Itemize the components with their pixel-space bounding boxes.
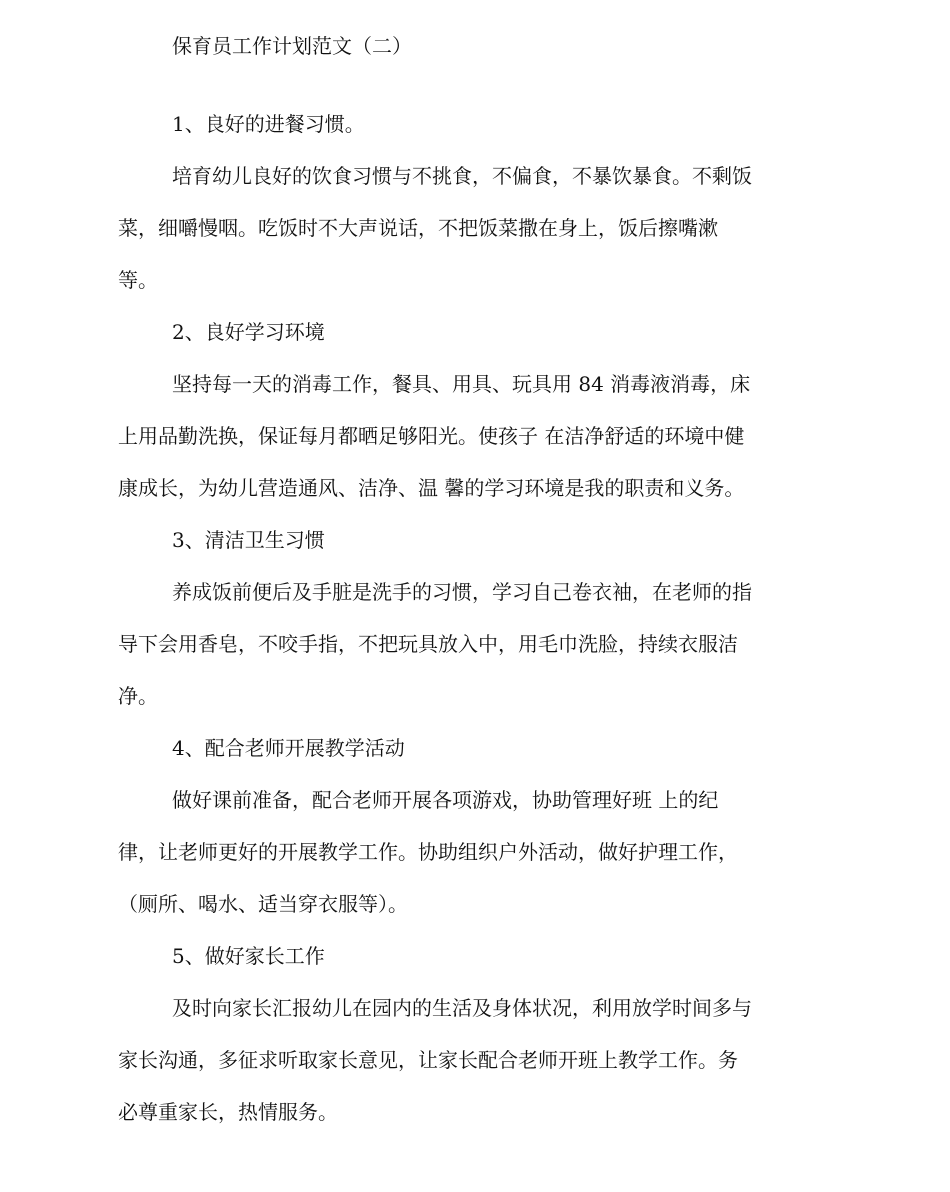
section-1-line-2: 菜，细嚼慢咽。吃饭时不大声说话，不把饭菜撒在身上，饭后擦嘴漱 (118, 216, 718, 240)
section-1-line-1: 培育幼儿良好的饮食习惯与不挑食，不偏食，不暴饮暴食。不剩饭 (172, 164, 752, 188)
section-heading-3: 3、清洁卫生习惯 (172, 528, 325, 552)
document-title: 保育员工作计划范文（二） (172, 34, 412, 58)
section-4-line-1: 做好课前准备，配合老师开展各项游戏，协助管理好班 上的纪 (172, 788, 719, 812)
section-heading-2: 2、良好学习环境 (172, 320, 325, 344)
section-5-line-2: 家长沟通，多征求听取家长意见，让家长配合老师开班上教学工作。务 (118, 1048, 738, 1072)
section-2-line-2: 上用品勤洗换，保证每月都晒足够阳光。使孩子 在洁净舒适的环境中健 (118, 424, 745, 448)
section-3-line-1: 养成饭前便后及手脏是洗手的习惯，学习自己卷衣袖，在老师的指 (172, 580, 752, 604)
document-body (118, 20, 838, 1138)
section-4-line-3: （厕所、喝水、适当穿衣服等）。 (118, 892, 408, 916)
section-3-line-3: 净。 (118, 684, 158, 708)
section-heading-1: 1、良好的进餐习惯。 (172, 112, 365, 136)
section-5-line-1: 及时向家长汇报幼儿在园内的生活及身体状况，利用放学时间多与 (172, 996, 752, 1020)
section-3-line-2: 导下会用香皂，不咬手指，不把玩具放入中，用毛巾洗脸，持续衣服洁 (118, 632, 738, 656)
section-2-line-1: 坚持每一天的消毒工作，餐具、用具、玩具用 84 消毒液消毒，床 (172, 372, 751, 396)
section-1-line-3: 等。 (118, 268, 158, 292)
section-heading-4: 4、配合老师开展教学活动 (172, 736, 405, 760)
section-5-line-3: 必尊重家长，热情服务。 (118, 1100, 338, 1124)
section-2-line-3: 康成长，为幼儿营造通风、洁净、温 馨的学习环境是我的职责和义务。 (118, 476, 745, 500)
section-4-line-2: 律，让老师更好的开展教学工作。协助组织户外活动，做好护理工作， (118, 840, 738, 864)
section-heading-5: 5、做好家长工作 (172, 944, 325, 968)
